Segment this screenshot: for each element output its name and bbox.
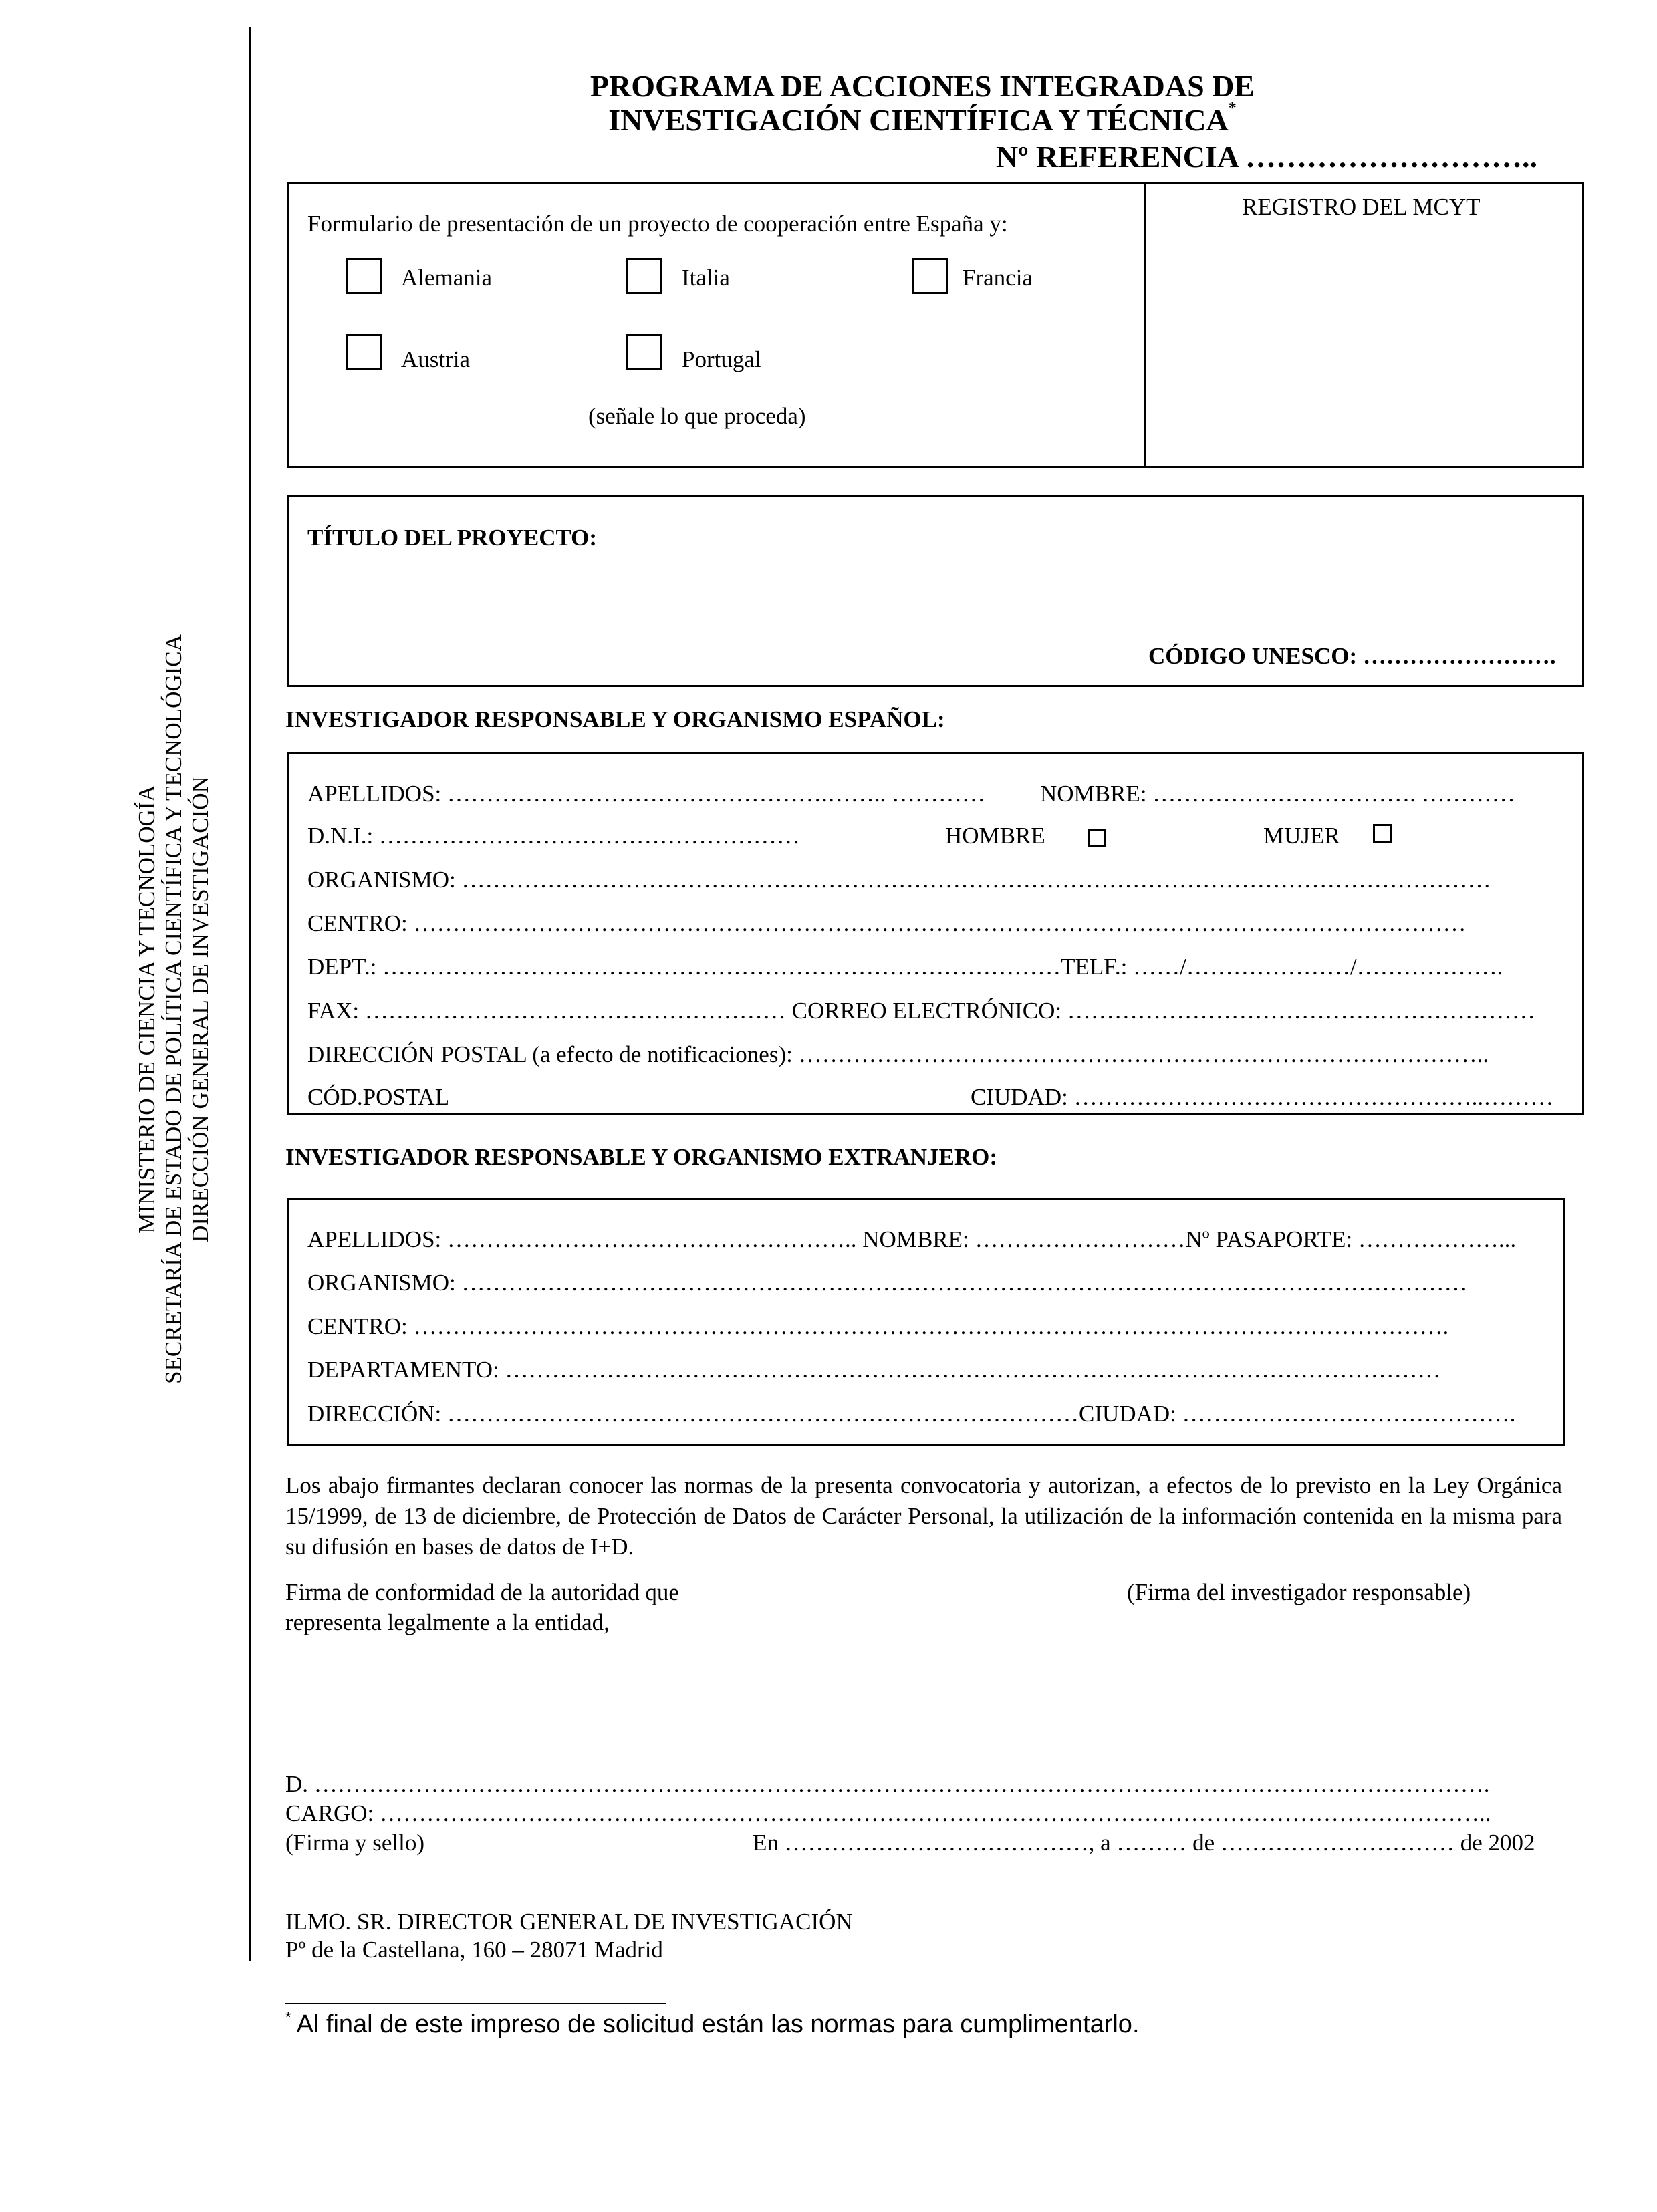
- foreign-section-heading: INVESTIGADOR RESPONSABLE Y ORGANISMO EXTRANJERO:: [285, 1144, 998, 1170]
- footnote-separator: [285, 2003, 666, 2004]
- checkbox-mujer[interactable]: [1373, 824, 1392, 843]
- signer-name-field[interactable]: D. …………………………………………………………………………………………………………………………………….: [285, 1771, 1490, 1797]
- foreign-organismo-field[interactable]: ORGANISMO: …………………………………………………………………………………………………………………: [307, 1270, 1468, 1296]
- footnote: [285, 2010, 1140, 2039]
- checkbox-hombre[interactable]: [1088, 829, 1106, 847]
- checkbox-portugal[interactable]: [626, 334, 662, 370]
- registry-label: REGISTRO DEL MCYT: [1242, 194, 1481, 220]
- label-austria: Austria: [401, 346, 471, 372]
- foreign-direccion-ciudad-field[interactable]: DIRECCIÓN: ………………………………………………………………………CIUDAD: …………………………………….: [307, 1401, 1516, 1427]
- label-francia: Francia: [963, 265, 1033, 291]
- country-intro: Formulario de presentación de un proyecto de cooperación entre España y:: [307, 211, 1008, 237]
- checkbox-francia[interactable]: [912, 258, 948, 294]
- ministry-name: MINISTERIO DE CIENCIA Y TECNOLOGÍA: [134, 785, 160, 1234]
- place-date-field[interactable]: En …………………………………, a ……… de ………………………… de 2002: [753, 1830, 1535, 1856]
- unesco-code-field[interactable]: CÓDIGO UNESCO: …………………….: [1148, 643, 1556, 669]
- label-alemania: Alemania: [401, 265, 493, 291]
- secretariat-name: SECRETARÍA DE ESTADO DE POLÍTICA CIENTÍFICA Y TECNOLÓGICA: [160, 634, 186, 1384]
- spanish-postal-code-label[interactable]: CÓD.POSTAL: [307, 1084, 450, 1110]
- hombre-label: HOMBRE: [945, 823, 1045, 849]
- footnote-marker: *: [285, 2009, 291, 2026]
- authority-signature-label-1: Firma de conformidad de la autoridad que: [285, 1579, 679, 1605]
- checkbox-italia[interactable]: [626, 258, 662, 294]
- investigator-signature-label: (Firma del investigador responsable): [1127, 1579, 1471, 1605]
- spanish-postal-address-field[interactable]: DIRECCIÓN POSTAL (a efecto de notificaciones): ……………………………………………………………………………..: [307, 1041, 1489, 1067]
- margin-vertical-rule: [249, 27, 251, 1961]
- project-title-label: TÍTULO DEL PROYECTO:: [307, 525, 598, 551]
- recipient-address: Pº de la Castellana, 160 – 28071 Madrid: [285, 1937, 663, 1963]
- recipient-title: ILMO. SR. DIRECTOR GENERAL DE INVESTIGACIÓN: [285, 1909, 853, 1935]
- form-title-line2: INVESTIGACIÓN CIENTÍFICA Y TÉCNICA*: [608, 100, 1237, 137]
- foreign-apellidos-nombre-field[interactable]: APELLIDOS: …………………………………………….. NOMBRE: ………………………Nº PASAPORTE: ………………...: [307, 1226, 1517, 1252]
- data-protection-declaration: Los abajo firmantes declaran conocer las normas de la presenta convocatoria y autorizan, a efectos de lo previsto en la Ley Orgánica 15/1999, de 13 de diciembre, de Protección de Datos de Carácter Personal, la utilización de la información contenida en la misma para su difusión en bases de datos de I+D.: [285, 1472, 1562, 1560]
- directorate-name: DIRECCIÓN GENERAL DE INVESTIGACIÓN: [187, 776, 213, 1242]
- checkbox-austria[interactable]: [346, 334, 382, 370]
- selection-note: (señale lo que proceda): [588, 403, 806, 429]
- footnote-mark: *: [1228, 100, 1237, 117]
- label-italia: Italia: [682, 265, 730, 291]
- registry-box: [1144, 182, 1584, 468]
- authority-signature-label-2: representa legalmente a la entidad,: [285, 1609, 610, 1635]
- stamp-label: (Firma y sello): [285, 1830, 425, 1856]
- mujer-label: MUJER: [1263, 823, 1340, 849]
- checkbox-alemania[interactable]: [346, 258, 382, 294]
- spanish-section-heading: INVESTIGADOR RESPONSABLE Y ORGANISMO ESPAÑOL:: [285, 706, 945, 732]
- spanish-fax-email-field[interactable]: FAX: ……………………………………………… CORREO ELECTRÓNICO: ……………………………………………………: [307, 998, 1535, 1024]
- spanish-dept-telf-field[interactable]: DEPT.: ……………………………………………………………………………TELF.: ……/…………………/……………….: [307, 954, 1503, 980]
- form-title-line1: PROGRAMA DE ACCIONES INTEGRADAS DE: [590, 69, 1255, 103]
- foreign-centro-field[interactable]: CENTRO: …………………………………………………………………………………………………………………….: [307, 1313, 1449, 1339]
- spanish-city-field[interactable]: CIUDAD: ……………………………………………..………: [971, 1084, 1554, 1110]
- ministry-side-heading: [134, 608, 241, 1410]
- spanish-centro-field[interactable]: CENTRO: ………………………………………………………………………………………………………………………: [307, 910, 1467, 936]
- spanish-organismo-field[interactable]: ORGANISMO: ……………………………………………………………………………………………………………………: [307, 867, 1491, 893]
- signer-position-field[interactable]: CARGO: ……………………………………………………………………………………………………………………………..: [285, 1800, 1491, 1826]
- spanish-dni-field[interactable]: D.N.I.: ………………………………………………: [307, 823, 800, 849]
- spanish-apellidos-field[interactable]: APELLIDOS: ………………………………………….…….. …………: [307, 781, 986, 807]
- reference-number-field[interactable]: Nº REFERENCIA ………………………..: [996, 140, 1538, 174]
- foreign-departamento-field[interactable]: DEPARTAMENTO: …………………………………………………………………………………………………………: [307, 1357, 1441, 1383]
- spanish-nombre-field[interactable]: NOMBRE: ……………………………. …………: [1040, 781, 1515, 807]
- label-portugal: Portugal: [682, 346, 761, 372]
- footnote-text: Al final de este impreso de solicitud están las normas para cumplimentarlo.: [296, 2010, 1140, 2038]
